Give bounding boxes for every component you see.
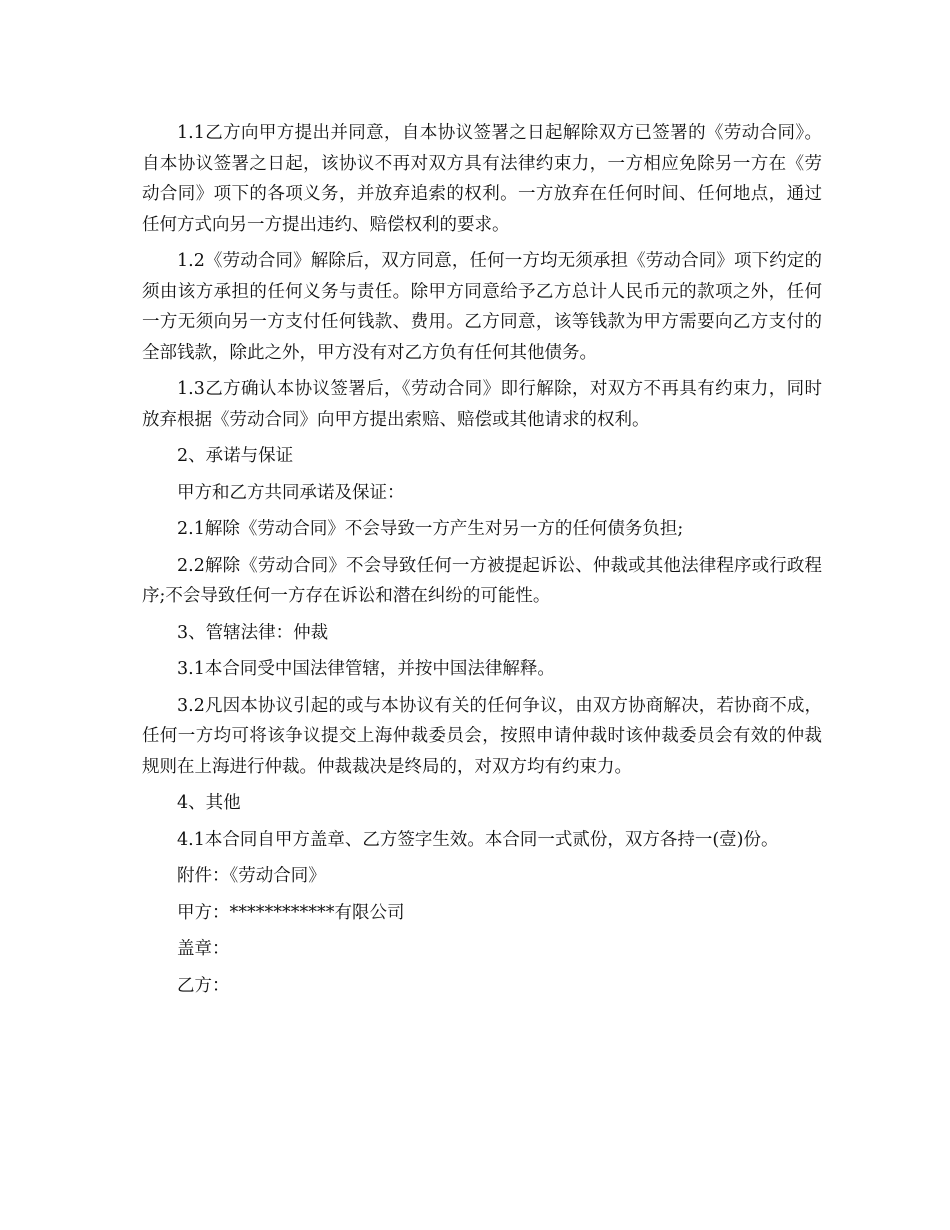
- clause-3-1: 3.1本合同受中国法律管辖，并按中国法律解释。: [177, 659, 555, 679]
- clause-1-1: 1.1乙方向甲方提出并同意，自本协议签署之日起解除双方已签署的《劳动合同》。自本协议签署之日起，该协议不再对双方具有法律约束力，一方相应免除另一方在《劳动合同》项下的各项义务，并放弃追索的权利。一方放弃在任何时间、任何地点，通过任何方式向另一方提出违约、赔偿权利的要求。: [142, 123, 822, 235]
- attachment-line: 附件：《劳动合同》: [177, 866, 326, 886]
- seal-line: 盖章：: [177, 939, 230, 959]
- section-4-heading: 4、其他: [177, 793, 241, 813]
- clause-1-2: 1.2《劳动合同》解除后，双方同意，任何一方均无须承担《劳动合同》项下约定的须由该方承担的任何义务与责任。除甲方同意给予乙方总计人民币元的款项之外，任何一方无须向另一方支付任何钱款、费用。乙方同意，该等钱款为甲方需要向乙方支付的全部钱款，除此之外，甲方没有对乙方负有任何其他债务。: [142, 251, 822, 363]
- clause-2-2: 2.2解除《劳动合同》不会导致任何一方被提起诉讼、仲裁或其他法律程序或行政程序;不会导致任何一方存在诉讼和潜在纠纷的可能性。: [142, 555, 822, 606]
- clause-2-1: 2.1解除《劳动合同》不会导致一方产生对另一方的任何债务负担;: [177, 519, 684, 539]
- party-a-line: 甲方：************有限公司: [177, 902, 405, 923]
- clause-1-3: 1.3乙方确认本协议签署后，《劳动合同》即行解除，对双方不再具有约束力，同时放弃根据《劳动合同》向甲方提出索赔、赔偿或其他请求的权利。: [142, 379, 822, 430]
- party-b-line: 乙方：: [177, 975, 230, 996]
- section-2-heading: 2、承诺与保证: [177, 446, 294, 466]
- document-body: [142, 118, 822, 1007]
- clause-3-2: 3.2凡因本协议引起的或与本协议有关的任何争议，由双方协商解决，若协商不成，任何一方均可将该争议提交上海仲裁委员会，按照申请仲裁时该仲裁委员会有效的仲裁规则在上海进行仲裁。仲裁裁决是终局的，对双方均有约束力。: [142, 695, 822, 777]
- section-3-heading: 3、管辖法律：仲裁: [177, 622, 329, 643]
- section-2-intro: 甲方和乙方共同承诺及保证：: [177, 482, 405, 503]
- clause-4-1: 4.1本合同自甲方盖章、乙方签字生效。本合同一式贰份，双方各持一(壹)份。: [177, 829, 779, 850]
